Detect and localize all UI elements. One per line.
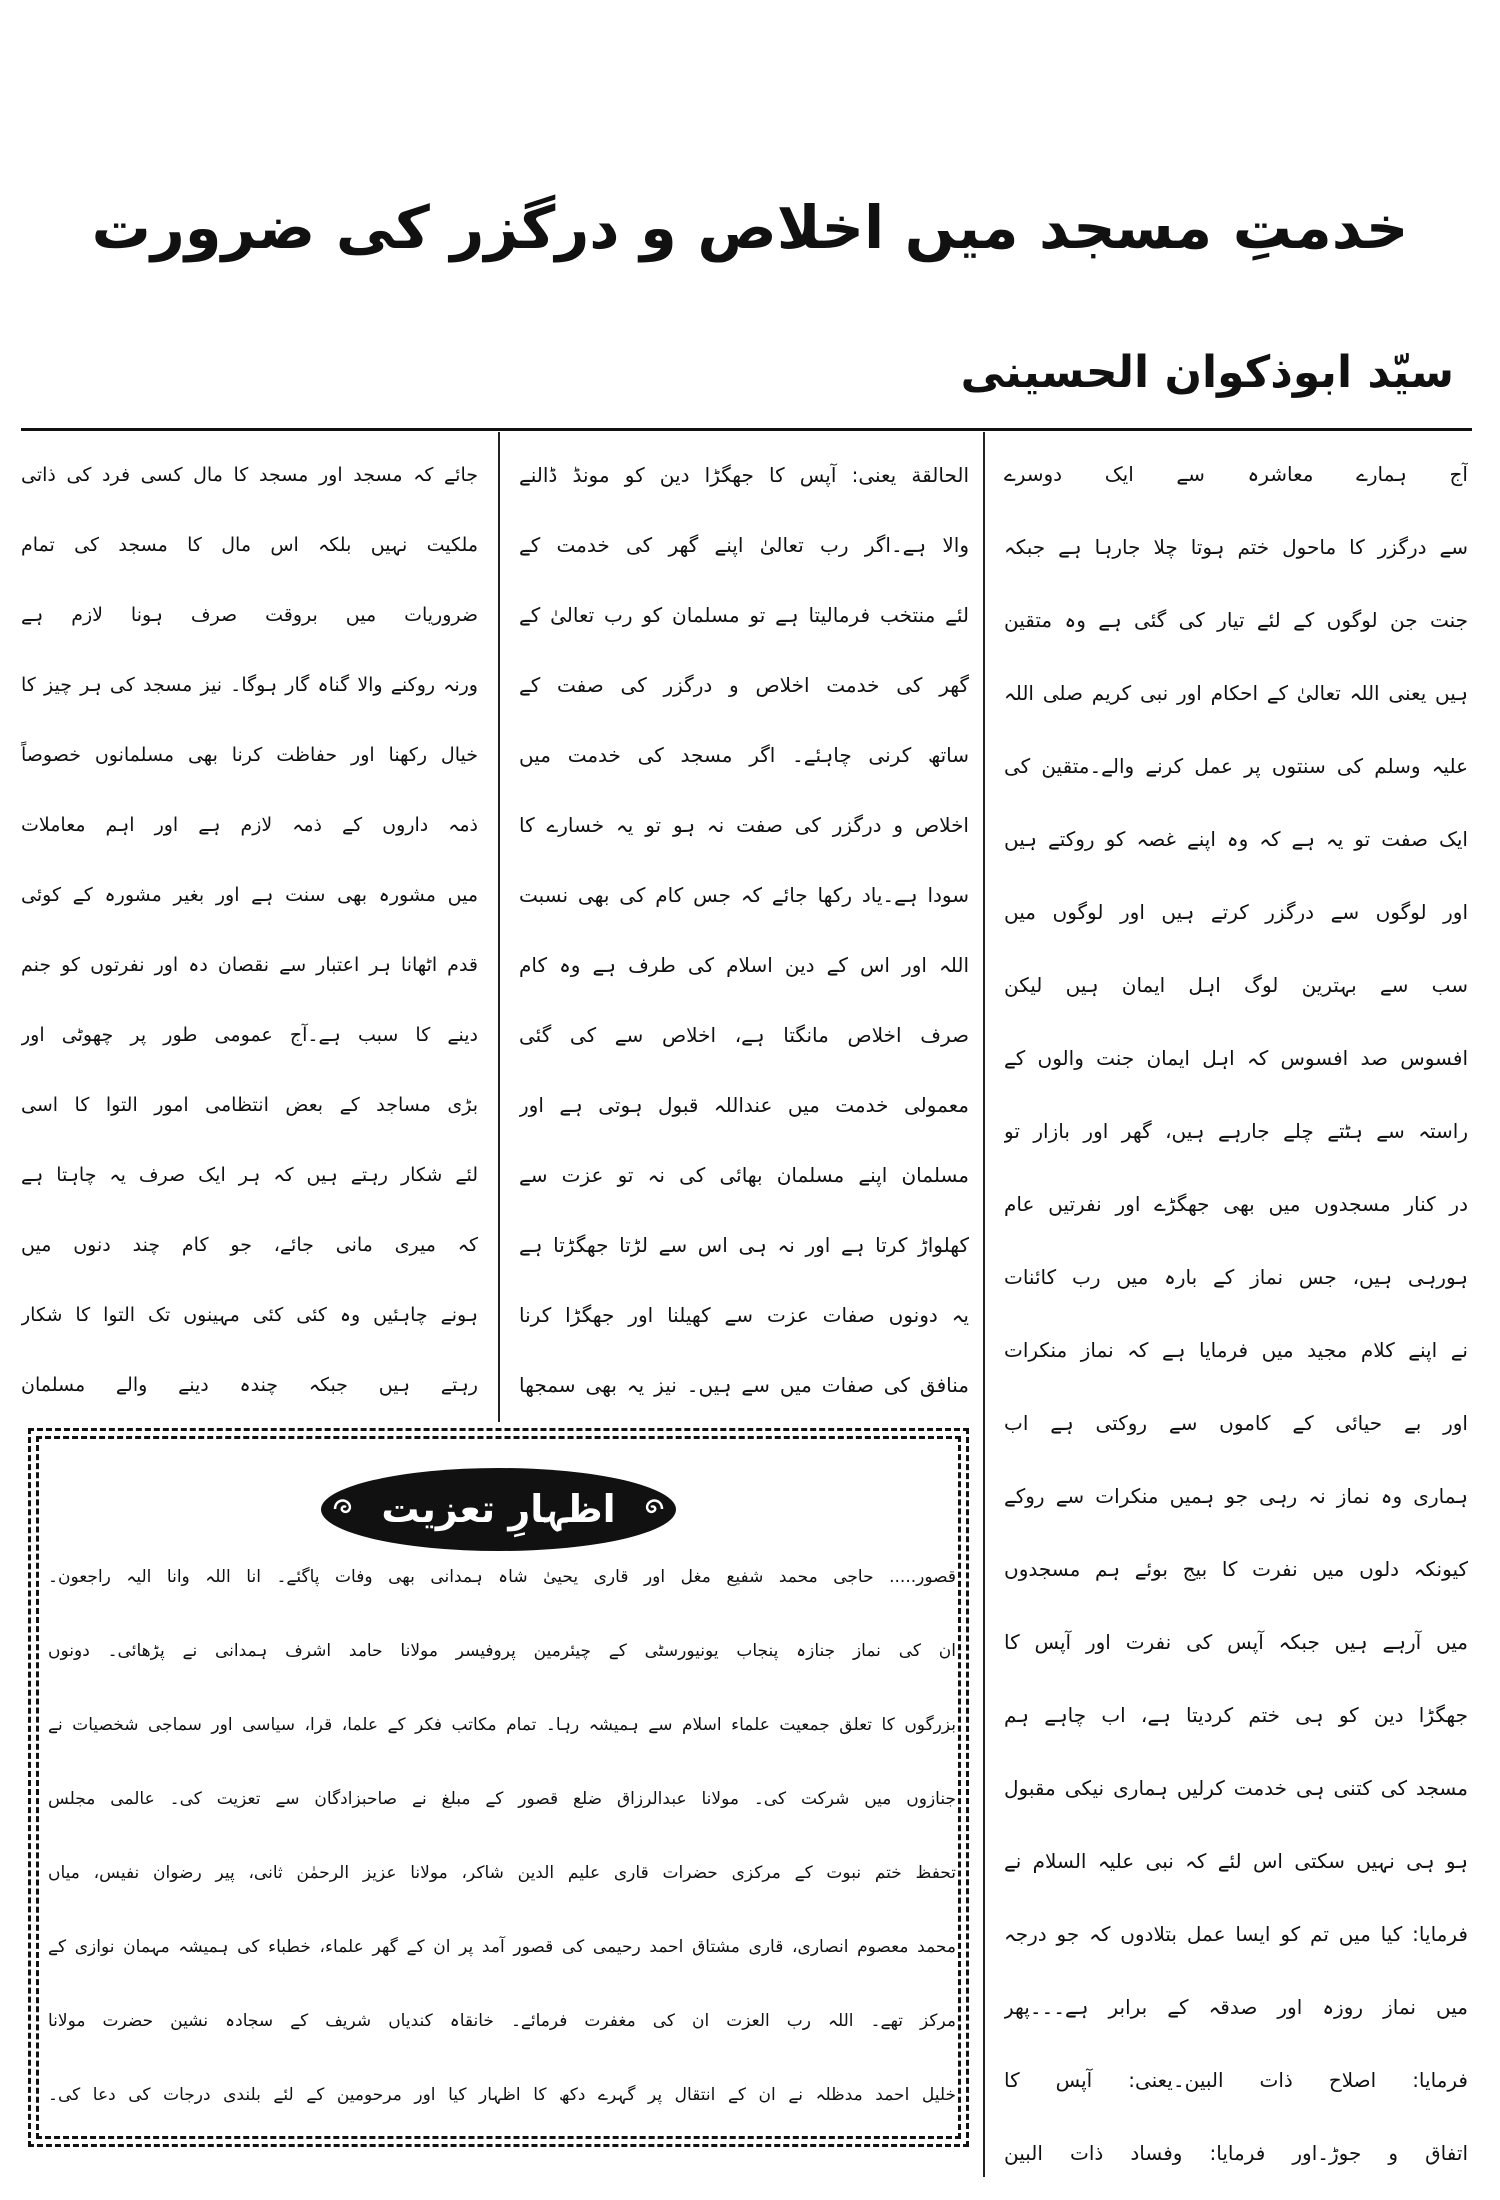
article-line: میں نماز روزہ اور صدقہ کے برابر ہے۔۔۔پھر bbox=[1004, 1995, 1468, 2019]
ornament-curl-icon bbox=[634, 1492, 668, 1526]
article-author-text: سیّد ابوذکوان الحسینی bbox=[960, 347, 1454, 398]
article-line: جھگڑا دین کو ہی ختم کردیتا ہے، اب چاہے ہم bbox=[1004, 1703, 1468, 1727]
condolence-line: جنازوں میں شرکت کی۔ مولانا عبدالرزاق ضلع قصور کے مبلغ نے صاحبزادگان سے تعزیت کی۔ عالمی مجلس bbox=[48, 1789, 956, 1809]
article-line: ہورہی ہیں، جس نماز کے بارہ میں رب کائنات bbox=[1004, 1265, 1468, 1289]
article-line: اور لوگوں سے درگزر کرتے ہیں اور لوگوں میں bbox=[1004, 900, 1468, 924]
article-line: گھر کی خدمت اخلاص و درگزر کی صفت کے bbox=[519, 673, 969, 697]
article-line: ذمہ داروں کے ذمہ لازم ہے اور اہم معاملات bbox=[21, 814, 478, 836]
article-line: جائے کہ مسجد اور مسجد کا مال کسی فرد کی ذاتی bbox=[21, 464, 478, 486]
article-line: منافق کی صفات میں سے ہیں۔ نیز یہ بھی سمجھا bbox=[519, 1373, 969, 1397]
article-column-3 bbox=[21, 440, 478, 1420]
condolence-line: خلیل احمد مدظلہ نے ان کے انتقال پر گہرے دکھ کا اظہار کیا اور مرحومین کے لئے بلندی درجات کی دعا کی۔ bbox=[48, 2085, 956, 2105]
condolence-line: مرکز تھے۔ اللہ رب العزت ان کی مغفرت فرمائے۔ خانقاہ کندیاں شریف کے سجادہ نشین حضرت مولانا bbox=[48, 2011, 956, 2031]
article-line: کیونکہ دلوں میں نفرت کا بیج بوئے ہم مسجدوں bbox=[1004, 1557, 1468, 1581]
article-title bbox=[70, 128, 1430, 328]
article-author bbox=[894, 338, 1454, 408]
article-line: کہ میری مانی جائے، جو کام چند دنوں میں bbox=[21, 1234, 478, 1256]
article-line: افسوس صد افسوس کہ اہل ایمان جنت والوں کے bbox=[1004, 1046, 1468, 1070]
article-column-1 bbox=[1004, 438, 1468, 2190]
article-line: قدم اٹھانا ہر اعتبار سے نقصان دہ اور نفرتوں کو جنم bbox=[21, 954, 478, 976]
condolence-text bbox=[48, 1540, 956, 2132]
header-rule bbox=[21, 428, 1472, 431]
article-column-2 bbox=[519, 440, 969, 1420]
article-line: ہماری وہ نماز نہ رہی جو ہمیں منکرات سے روکے bbox=[1004, 1484, 1468, 1508]
article-line: نے اپنے کلام مجید میں فرمایا ہے کہ نماز منکرات bbox=[1004, 1338, 1468, 1362]
article-line: مسجد کی کتنی ہی خدمت کرلیں ہماری نیکی مقبول bbox=[1004, 1776, 1468, 1800]
article-line: معمولی خدمت میں عنداللہ قبول ہوتی ہے اور bbox=[519, 1093, 969, 1117]
article-line: فرمایا: کیا میں تم کو ایسا عمل بتلادوں کہ جو درجہ bbox=[1004, 1922, 1468, 1946]
condolence-line: قصور..... حاجی محمد شفیع مغل اور قاری یحییٰ شاہ ہمدانی بھی وفات پاگئے۔ انا اللہ وانا الیہ راجعون۔ bbox=[48, 1567, 956, 1587]
article-line: لئے شکار رہتے ہیں کہ ہر ایک صرف یہ چاہتا ہے bbox=[21, 1164, 478, 1186]
article-line: ورنہ روکنے والا گناہ گار ہوگا۔ نیز مسجد کی ہر چیز کا bbox=[21, 674, 478, 696]
condolence-line: محمد معصوم انصاری، قاری مشتاق احمد رحیمی کی قصور آمد پر ان کے گھر علماء، خطباء کی ہمیشہ مہمان نوازی کے bbox=[48, 1937, 956, 1957]
article-line: علیہ وسلم کی سنتوں پر عمل کرنے والے۔متقین کی bbox=[1004, 754, 1468, 778]
article-line: اور بے حیائی کے کاموں سے روکتی ہے اب bbox=[1004, 1411, 1468, 1435]
article-line: ساتھ کرنی چاہئے۔ اگر مسجد کی خدمت میں bbox=[519, 743, 969, 767]
condolence-heading: اظہارِ تعزیت bbox=[381, 1487, 616, 1531]
article-line: سے درگزر کا ماحول ختم ہوتا چلا جارہا ہے جبکہ bbox=[1004, 535, 1468, 559]
article-line: صرف اخلاص مانگتا ہے، اخلاص سے کی گئی bbox=[519, 1023, 969, 1047]
column-divider-left bbox=[498, 432, 500, 1422]
article-line: ہو ہی نہیں سکتی اس لئے کہ نبی علیہ السلام نے bbox=[1004, 1849, 1468, 1873]
article-line: ملکیت نہیں بلکہ اس مال کا مسجد کی تمام bbox=[21, 534, 478, 556]
article-line: رہتے ہیں جبکہ چندہ دینے والے مسلمان bbox=[21, 1374, 478, 1396]
article-title-text: خدمتِ مسجد میں اخلاص و درگزر کی ضرورت bbox=[91, 193, 1409, 262]
article-line: آج ہمارے معاشرہ سے ایک دوسرے bbox=[1004, 462, 1468, 486]
article-line: خیال رکھنا اور حفاظت کرنا بھی مسلمانوں خصوصاً bbox=[21, 744, 478, 766]
article-line: بڑی مساجد کے بعض انتظامی امور التوا کا اسی bbox=[21, 1094, 478, 1116]
condolence-heading-badge bbox=[321, 1468, 676, 1551]
article-line: سودا ہے۔یاد رکھا جائے کہ جس کام کی بھی نسبت bbox=[519, 883, 969, 907]
condolence-line: بزرگوں کا تعلق جمعیت علماء اسلام سے ہمیشہ رہا۔ تمام مکاتب فکر کے علما، قرا، سیاسی اور سماجی شخصیات نے bbox=[48, 1715, 956, 1735]
article-line: راستہ سے ہٹتے چلے جارہے ہیں، گھر اور بازار تو bbox=[1004, 1119, 1468, 1143]
condolence-line: تحفظ ختم نبوت کے مرکزی حضرات قاری علیم الدین شاکر، مولانا عزیز الرحمٰن ثانی، پیر رضوان نفیس، میاں bbox=[48, 1863, 956, 1883]
article-line: الحالقة یعنی: آپس کا جھگڑا دین کو مونڈ ڈالنے bbox=[519, 463, 969, 487]
condolence-line: ان کی نماز جنازہ پنجاب یونیورسٹی کے چیئرمین پروفیسر مولانا حامد اشرف ہمدانی نے پڑھائی۔ دونوں bbox=[48, 1641, 956, 1661]
article-line: ضروریات میں بروقت صرف ہونا لازم ہے bbox=[21, 604, 478, 626]
article-line: لئے منتخب فرمالیتا ہے تو مسلمان کو رب تعالیٰ کے bbox=[519, 603, 969, 627]
article-line: سب سے بہترین لوگ اہل ایمان ہیں لیکن bbox=[1004, 973, 1468, 997]
article-line: جنت جن لوگوں کے لئے تیار کی گئی ہے وہ متقین bbox=[1004, 608, 1468, 632]
article-line: والا ہے۔اگر رب تعالیٰ اپنے گھر کی خدمت کے bbox=[519, 533, 969, 557]
article-line: اللہ اور اس کے دین اسلام کی طرف ہے وہ کام bbox=[519, 953, 969, 977]
article-line: دینے کا سبب ہے۔آج عمومی طور پر چھوٹی اور bbox=[21, 1024, 478, 1046]
article-line: مسلمان اپنے مسلمان بھائی کی نہ تو عزت سے bbox=[519, 1163, 969, 1187]
article-line: میں مشورہ بھی سنت ہے اور بغیر مشورہ کے کوئی bbox=[21, 884, 478, 906]
article-line: اتفاق و جوڑ۔اور فرمایا: وفساد ذات البین bbox=[1004, 2141, 1468, 2165]
article-line: ایک صفت تو یہ ہے کہ وہ اپنے غصہ کو روکتے ہیں bbox=[1004, 827, 1468, 851]
article-line: فرمایا: اصلاح ذات البین۔یعنی: آپس کا bbox=[1004, 2068, 1468, 2092]
article-line: ہونے چاہئیں وہ کئی کئی مہینوں تک التوا کا شکار bbox=[21, 1304, 478, 1326]
ornament-curl-icon bbox=[329, 1492, 363, 1526]
article-line: در کنار مسجدوں میں بھی جھگڑے اور نفرتیں عام bbox=[1004, 1192, 1468, 1216]
article-line: یہ دونوں صفات عزت سے کھیلنا اور جھگڑا کرنا bbox=[519, 1303, 969, 1327]
article-line: ہیں یعنی اللہ تعالیٰ کے احکام اور نبی کریم صلی اللہ bbox=[1004, 681, 1468, 705]
condolence-box bbox=[28, 1428, 969, 2147]
article-line: اخلاص و درگزر کی صفت نہ ہو تو یہ خسارے کا bbox=[519, 813, 969, 837]
column-divider-right bbox=[983, 432, 985, 2177]
article-line: میں آرہے ہیں جبکہ آپس کی نفرت اور آپس کا bbox=[1004, 1630, 1468, 1654]
article-line: کھلواڑ کرتا ہے اور نہ ہی اس سے لڑتا جھگڑتا ہے bbox=[519, 1233, 969, 1257]
